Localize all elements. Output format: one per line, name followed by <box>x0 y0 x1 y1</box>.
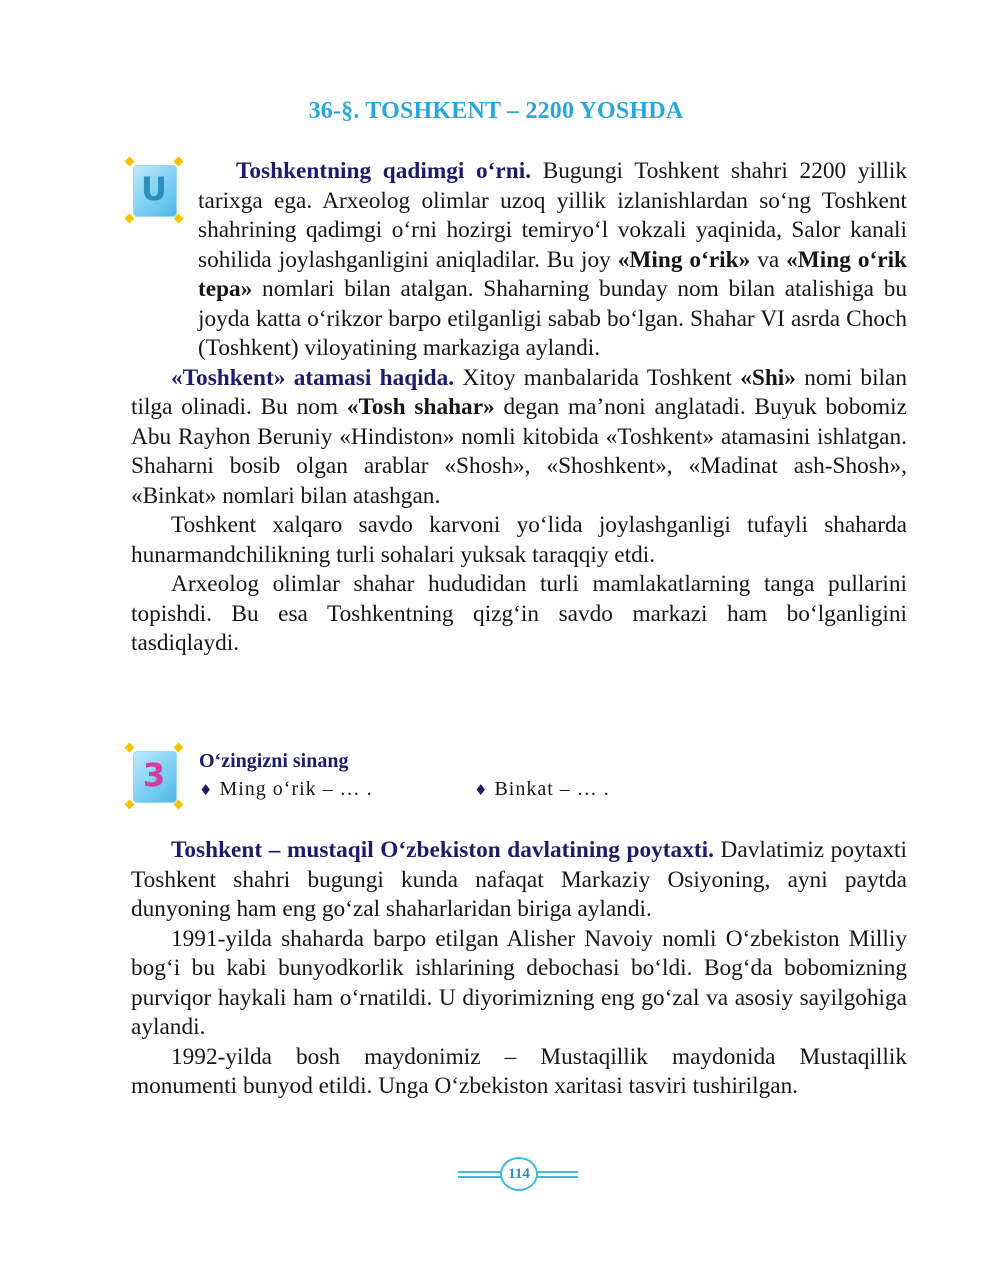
page-number <box>458 1155 578 1191</box>
self-test-item: ♦ Ming o‘rik – … . <box>199 778 373 800</box>
paragraph: Toshkent xalqaro savdo karvoni yo‘lida joylashganligi tufayli shaharda hunarmandchilikning turli sohalari yuksak taraqqiy etdi. <box>131 512 907 568</box>
section-historical-site <box>131 157 907 659</box>
paragraph: «Toshkent» atamasi haqida. Xitoy manbalarida Toshkent «Shi» nomi bilan tilga olinadi. Bu nom «Tosh shahar» degan ma’noni anglatadi. Buyuk bobomiz Abu Rayhon Beruniy «Hindiston» nomli kitobida «Toshkent» atamasini ishlatgan. Shaharni bosib olgan arablar «Shosh», «Shoshkent», «Madinat ash-Shosh», «Binkat» nomlari bilan atashgan. <box>131 364 908 509</box>
paragraph: 1991-yilda shaharda barpo etilgan Alisher Navoiy nomli O‘zbekiston Milliy bog‘i bu kabi bunyodkorlik ishlarining debochasi bo‘ldi. Bog‘da bobomizning purviqor haykali ham o‘rnatildi. U diyorimizning eng go‘zal va asosiy sayilgohiga aylandi. <box>131 925 907 1040</box>
self-test-item: ♦ Binkat – … . <box>474 778 610 800</box>
paragraph: Toshkent – mustaqil O‘zbekiston davlatining poytaxti. Davlatimiz poytaxti Toshkent shahri bugungi kunda nafaqat Markaziy Osiyoning, ayni paytda dunyoning ham eng go‘zal shaharlaridan biriga aylandi. <box>131 837 908 922</box>
diamond-bullet-icon: ♦ <box>474 781 489 799</box>
diamond-bullet-icon: ♦ <box>199 781 214 799</box>
book-u-icon: U <box>128 160 180 220</box>
self-test-title: O‘zingizni sinang <box>199 750 349 772</box>
paragraph: 1992-yilda bosh maydonimiz – Mustaqillik maydonida Mustaqillik monumenti bunyod etildi. Unga O‘zbekiston xaritasi tasviri tushirilgan. <box>131 1043 907 1099</box>
paragraph-lead: «Toshkent» atamasi haqida. <box>171 364 455 391</box>
paragraph: Arxeolog olimlar shahar hududidan turli mamlakatlarning tanga pullarini topishdi. Bu esa Toshkentning qizg‘in savdo markazi ham bo‘lganligini tasdiqlaydi. <box>131 571 907 656</box>
question-3-icon: 3 <box>128 746 180 806</box>
paragraph-lead: Toshkentning qadimgi o‘rni. <box>236 158 532 184</box>
page-number-label: 114 <box>500 1157 538 1191</box>
paragraph-lead: Toshkent – mustaqil O‘zbekiston davlatining poytaxti. <box>171 837 714 863</box>
page-title: 36-§. TOSHKENT – 2200 YOSHDA <box>308 98 684 124</box>
paragraph: Toshkentning qadimgi o‘rni. Bugungi Toshkent shahri 2200 yillik tarixga ega. Arxeolog olimlar uzoq yillik izlanishlardan so‘ng Toshkent shahrining qadimgi o‘rni hozirgi temiryo‘l vokzali yaqinida, Salor kanali sohilida joylashganligini aniqladilar. Bu joy «Ming o‘rik» va «Ming o‘rik tepa» nomlari bilan atalgan. Shaharning bunday nom bilan atalishiga bu joyda katta o‘rikzor barpo etilganligi sabab bo‘lgan. Shahar VI asrda Choch (Toshkent) viloyatining markaziga aylandi. <box>198 158 908 361</box>
section-capital <box>131 836 907 1102</box>
